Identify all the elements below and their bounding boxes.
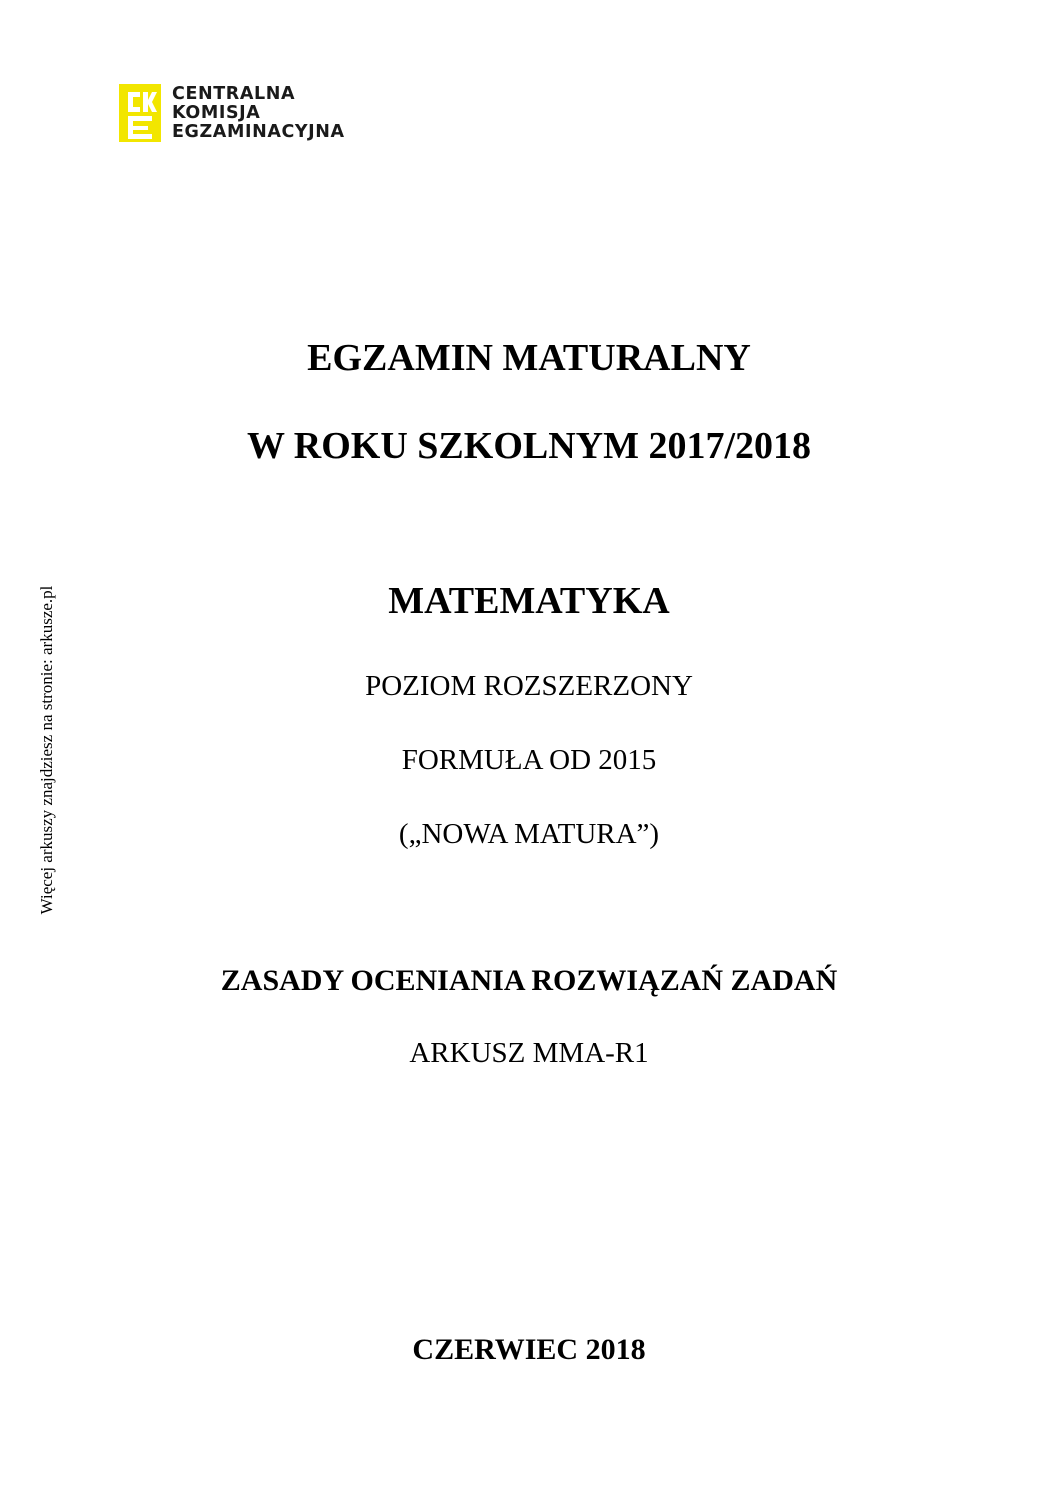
cke-logo-text (172, 85, 345, 142)
section-title: ZASADY OCENIANIA ROZWIĄZAŃ ZADAŃ (220, 964, 838, 997)
title-line-2: W ROKU SZKOLNYM 2017/2018 (246, 425, 812, 467)
logo-line-3: EGZAMINACYJNA (172, 121, 345, 142)
logo-line-1: CENTRALNA (172, 83, 296, 104)
subject-title: MATEMATYKA (388, 580, 670, 622)
sheet-code: ARKUSZ MMA-R1 (409, 1037, 649, 1069)
title-line-1: EGZAMIN MATURALNY (307, 337, 751, 379)
side-watermark-note: Więcej arkuszy znajdziesz na stronie: arkusze.pl (37, 585, 56, 915)
logo-line-2: KOMISJA (172, 102, 261, 123)
cke-logo-mark (119, 84, 161, 142)
exam-date: CZERWIEC 2018 (412, 1333, 646, 1366)
cke-logo (119, 84, 345, 142)
level-text: POZIOM ROZSZERZONY (365, 670, 693, 702)
formula-text: FORMUŁA OD 2015 (401, 744, 657, 776)
formula-note: („NOWA MATURA”) (398, 818, 660, 850)
